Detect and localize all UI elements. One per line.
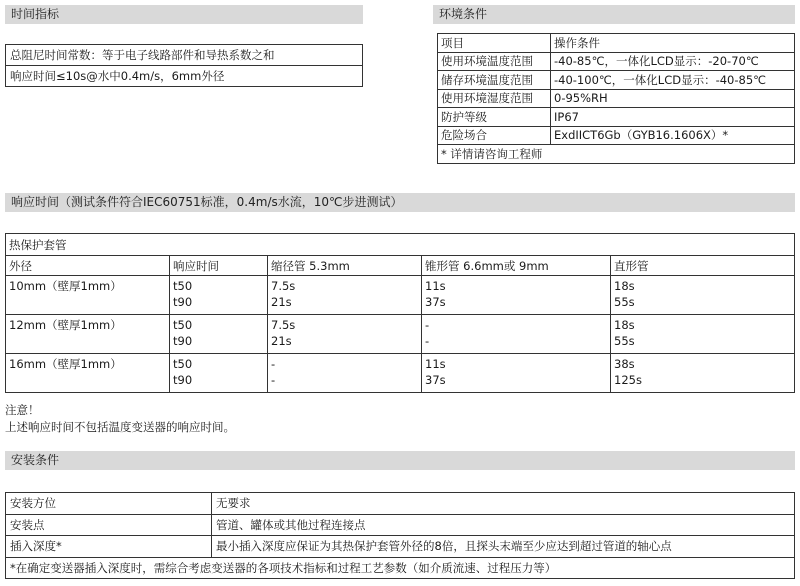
time-spec-table — [5, 44, 363, 87]
env-cell: 操作条件 — [551, 34, 795, 53]
install-label: 插入深度* — [6, 536, 212, 558]
env-cell: ExdIICT6Gb（GYB16.1606X）* — [551, 126, 795, 145]
env-cell: 危险场合 — [438, 126, 551, 145]
env-cell: 储存环境温度范围 — [438, 71, 551, 90]
response-header: 响应时间（测试条件符合IEC60751标准，0.4m/s水流，10℃步进测试） — [5, 193, 795, 212]
time-spec-row: 总阻尼时间常数：等于电子线路部件和导热系数之和 — [6, 45, 363, 66]
env-footnote: * 详情请咨询工程师 — [438, 145, 795, 164]
response-type-cell: t50 t90 — [170, 315, 268, 354]
reduced-tube-cell: 7.5s 21s — [268, 276, 422, 315]
install-header: 安装条件 — [5, 451, 795, 470]
diameter-cell: 10mm（壁厚1mm） — [6, 276, 170, 315]
response-type-cell: t50 t90 — [170, 276, 268, 315]
env-cell: 使用环境温度范围 — [438, 52, 551, 71]
install-value: 最小插入深度应保证为其热保护套管外径的8倍，且探头末端至少应达到超过管道的轴心点 — [212, 536, 795, 558]
install-footnote: *在确定变送器插入深度时，需综合考虑变送器的各项技术指标和过程工艺参数（如介质流速、过程压力等） — [6, 557, 795, 579]
env-cell: 使用环境湿度范围 — [438, 89, 551, 108]
table-row — [6, 557, 795, 579]
column-header: 缩径管 5.3mm — [268, 256, 422, 276]
table-row — [6, 514, 795, 536]
tapered-tube-cell: 11s 37s — [422, 354, 611, 393]
env-cell: 防护等级 — [438, 108, 551, 127]
env-cell: 项目 — [438, 34, 551, 53]
table-row — [6, 493, 795, 515]
table-row — [6, 276, 795, 315]
env-cell: -40-100℃，一体化LCD显示：-40-85℃ — [551, 71, 795, 90]
reduced-tube-cell: - - — [268, 354, 422, 393]
env-cell: 0-95%RH — [551, 89, 795, 108]
column-header: 响应时间 — [170, 256, 268, 276]
install-table — [5, 492, 795, 579]
diameter-cell: 12mm（壁厚1mm） — [6, 315, 170, 354]
column-header: 锥形管 6.6mm或 9mm — [422, 256, 611, 276]
table-row — [6, 315, 795, 354]
note-title: 注意！ — [5, 403, 40, 417]
env-table — [437, 33, 795, 164]
env-cell: -40-85℃，一体化LCD显示：-20-70℃ — [551, 52, 795, 71]
env-header: 环境条件 — [433, 5, 795, 24]
straight-tube-cell: 18s 55s — [611, 315, 795, 354]
table-row — [6, 354, 795, 393]
response-table — [5, 233, 795, 393]
env-cell: IP67 — [551, 108, 795, 127]
note-text: 上述响应时间不包括温度变送器的响应时间。 — [5, 420, 235, 434]
time-spec-header: 时间指标 — [5, 5, 363, 24]
tapered-tube-cell: 11s 37s — [422, 276, 611, 315]
table-row — [6, 536, 795, 558]
response-type-cell: t50 t90 — [170, 354, 268, 393]
sleeve-title: 热保护套管 — [6, 234, 795, 256]
straight-tube-cell: 18s 55s — [611, 276, 795, 315]
column-header: 直形管 — [611, 256, 795, 276]
install-value: 管道、罐体或其他过程连接点 — [212, 514, 795, 536]
time-spec-row: 响应时间≤10s@水中0.4m/s，6mm外径 — [6, 66, 363, 87]
straight-tube-cell: 38s 125s — [611, 354, 795, 393]
tapered-tube-cell: - - — [422, 315, 611, 354]
install-label: 安装点 — [6, 514, 212, 536]
install-value: 无要求 — [212, 493, 795, 515]
diameter-cell: 16mm（壁厚1mm） — [6, 354, 170, 393]
install-label: 安装方位 — [6, 493, 212, 515]
reduced-tube-cell: 7.5s 21s — [268, 315, 422, 354]
column-header: 外径 — [6, 256, 170, 276]
